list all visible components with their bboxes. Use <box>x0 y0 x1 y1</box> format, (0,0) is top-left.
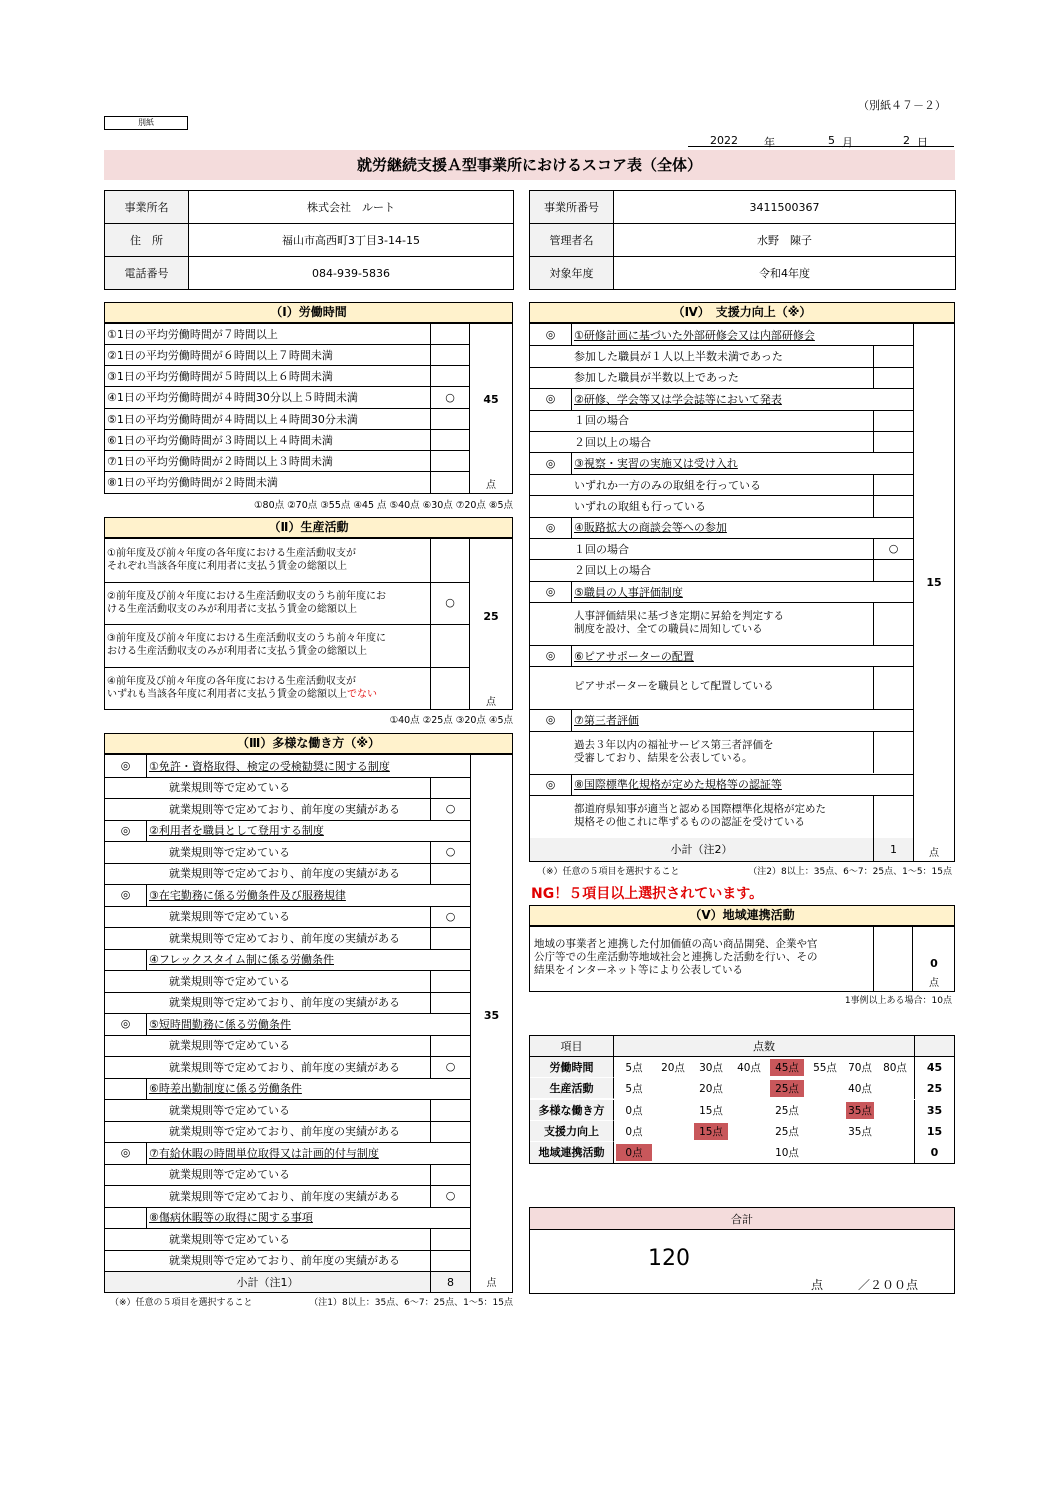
address: 福山市高西町3丁目3-14-15 <box>189 224 514 257</box>
section2-unit: 点 <box>486 696 496 708</box>
summary-cell: 40点 <box>848 1083 872 1096</box>
s1-row-label: ⑥1日の平均労働時間が３時間以上４時間未満 <box>105 430 430 451</box>
summary-cell: 35点 <box>846 1102 874 1119</box>
s3-option-label: 就業規則等で定めている <box>169 845 290 859</box>
s1-row-mark[interactable]: ○ <box>430 387 470 408</box>
summary-cell: 25点 <box>775 1125 799 1138</box>
section3-table <box>104 754 513 1293</box>
s4-sub-label: いずれの取組も行っている <box>574 499 706 513</box>
summary-cell: 80点 <box>883 1062 907 1075</box>
s3-option-label: 就業規則等で定めている <box>169 910 290 924</box>
s4-item-select[interactable]: ◎ <box>530 324 572 345</box>
s3-item-heading: ①免許・資格取得、検定の受検勧奨に関する制度 <box>149 759 390 773</box>
summary-row-total: 45 <box>914 1057 954 1078</box>
s4-sub-mark[interactable] <box>873 345 913 366</box>
s3-option-label: 就業規則等で定めており、前年度の実績がある <box>169 996 400 1010</box>
s2-row-label: ①前年度及び前々年度の各年度における生産活動収支が それぞれ当該各年度に利用者に支払う賃金の総額以上 <box>107 548 356 572</box>
summary-row-total: 25 <box>914 1078 954 1099</box>
s4-item-description: 都道府県知事が適当と認める国際標準化規格が定めた 規格その他これに準ずるものの認証を受けている <box>574 802 826 828</box>
s4-item-heading: ④販路拡大の商談会等への参加 <box>574 521 727 535</box>
s4-sub-label: 参加した職員が１人以上半数未満であった <box>574 350 783 364</box>
s4-sub-mark[interactable] <box>873 559 913 580</box>
summary-cell: 5点 <box>625 1062 643 1075</box>
section1-note: ①80点 ②70点 ③55点 ④45 点 ⑤40点 ⑥30点 ⑦20点 ⑧5点 <box>254 500 513 511</box>
s4-subtotal: 1 <box>873 838 913 861</box>
s4-sub-label: 参加した職員が半数以上であった <box>574 371 739 385</box>
s4-item-heading: ①研修計画に基づいた外部研修会又は内部研修会 <box>574 328 815 342</box>
summary-cell <box>656 1102 690 1119</box>
s1-row-label: ③1日の平均労働時間が５時間以上６時間未満 <box>105 366 430 387</box>
s3-option-mark[interactable] <box>430 777 470 799</box>
s3-option-label: 就業規則等で定めており、前年度の実績がある <box>169 1254 400 1268</box>
s4-sub-label: いずれか一方のみの取組を行っている <box>574 478 761 492</box>
s4-item-select[interactable]: ◎ <box>530 452 572 473</box>
s4-sub-mark[interactable] <box>873 431 913 452</box>
info-table-left <box>104 190 514 290</box>
s2-row-label: ③前年度及び前々年度における生産活動収支のうち前々年度に おける生産活動収支のみが利用者に支払う賃金の総額以上 <box>107 633 386 657</box>
s3-option-mark[interactable] <box>430 1121 470 1143</box>
s3-item-heading: ②利用者を職員として登用する制度 <box>149 824 324 838</box>
page-title: 就労継続支援Ａ型事業所におけるスコア表（全体） <box>104 150 955 180</box>
office-no: 3411500367 <box>614 191 956 224</box>
total-box <box>529 1207 955 1294</box>
s2-row-label: ②前年度及び前々年度における生産活動収支のうち前年度にお ける生産活動収支のみが利用者に支払う賃金の総額以上 <box>107 590 386 615</box>
summary-row-name: 支援力向上 <box>530 1121 614 1142</box>
date-month: 5 <box>828 134 835 147</box>
s3-item-heading: ⑧傷病休暇等の取得に関する事項 <box>149 1211 313 1225</box>
s3-item-select[interactable] <box>105 949 147 971</box>
s4-item-select[interactable]: ◎ <box>530 517 572 538</box>
s3-item-select[interactable]: ◎ <box>105 820 147 842</box>
section2-note: ①40点 ②25点 ③20点 ④5点 <box>389 715 513 726</box>
s4-item-heading: ⑦第三者評価 <box>574 713 639 727</box>
section2-table <box>104 538 513 710</box>
section4-score: 15 <box>926 575 942 589</box>
summary-cell <box>656 1144 690 1161</box>
s4-sub-mark[interactable]: ○ <box>873 538 913 559</box>
summary-cell <box>846 1144 874 1161</box>
summary-cell: 40点 <box>737 1062 761 1075</box>
summary-cell <box>808 1080 842 1097</box>
summary-row-name: 多様な働き方 <box>530 1100 614 1121</box>
s3-option-mark[interactable]: ○ <box>430 1056 470 1078</box>
s3-option-mark[interactable]: ○ <box>430 1185 470 1207</box>
section4-note-right: （注2）8以上：35点、6～7：25点、1～5：15点 <box>748 867 952 877</box>
section4-unit: 点 <box>929 848 939 859</box>
label-address: 住 所 <box>105 224 189 257</box>
s4-sub-label: ２回以上の場合 <box>574 564 651 578</box>
s3-option-mark[interactable] <box>430 1250 470 1272</box>
summary-cell <box>808 1144 842 1161</box>
summary-cell <box>656 1080 690 1097</box>
summary-cell <box>808 1123 842 1140</box>
summary-cell <box>732 1080 766 1097</box>
s3-option-mark[interactable] <box>430 1099 470 1121</box>
summary-row-name: 地域連携活動 <box>530 1142 614 1163</box>
date-line: 2022 年 5 月 2 日 <box>688 133 954 147</box>
section4-table <box>529 323 955 862</box>
s4-item-description: 人事評価結果に基づき定期に昇給を判定する 制度を設け、全ての職員に周知している <box>574 610 784 636</box>
label-manager: 管理者名 <box>530 224 614 257</box>
s4-sub-mark[interactable] <box>873 410 913 431</box>
summary-cell: 0点 <box>625 1125 643 1138</box>
s4-sub-label: １回の場合 <box>574 542 629 556</box>
s3-item-heading: ④フレックスタイム制に係る労働条件 <box>149 953 334 967</box>
s3-item-select[interactable] <box>105 1207 147 1229</box>
s4-sub-label: ２回以上の場合 <box>574 435 651 449</box>
warning-message: NG！５項目以上選択されています。 <box>531 886 764 902</box>
s4-item-heading: ⑥ピアサポーターの配置 <box>574 649 694 663</box>
s3-item-heading: ⑤短時間勤務に係る労働条件 <box>149 1017 291 1031</box>
s3-option-mark[interactable] <box>430 927 470 949</box>
s3-option-mark[interactable] <box>430 992 470 1014</box>
s3-item-select[interactable]: ◎ <box>105 884 147 906</box>
s3-option-label: 就業規則等で定めており、前年度の実績がある <box>169 867 400 881</box>
summary-cell <box>878 1144 912 1161</box>
section3-subtotal: 8 <box>430 1271 470 1292</box>
section4-title: （Ⅳ） 支援力向上（※） <box>529 302 955 323</box>
s3-item-select[interactable]: ◎ <box>105 1013 147 1035</box>
doc-reference: （別紙４７－２） <box>858 99 946 112</box>
summary-row-total: 35 <box>914 1100 954 1121</box>
info-table-right <box>529 190 956 290</box>
s4-item-heading: ③視察・実習の実施又は受け入れ <box>574 457 738 471</box>
form-tab-label: 別紙 <box>104 116 188 130</box>
s4-item-description: ピアサポーターを職員として配置している <box>574 680 774 693</box>
s3-option-label: 就業規則等で定めている <box>169 1232 290 1246</box>
summary-cell: 25点 <box>775 1104 799 1117</box>
s4-sub-mark[interactable] <box>873 474 913 495</box>
s4-sub-mark[interactable] <box>873 367 913 388</box>
s4-item-select[interactable]: ◎ <box>530 645 572 666</box>
s3-item-heading: ⑦有給休暇の時間単位取得又は計画的付与制度 <box>149 1146 379 1160</box>
label-office-no: 事業所番号 <box>530 191 614 224</box>
section5-unit: 点 <box>929 978 939 989</box>
section5-note: 1事例以上ある場合：10点 <box>844 996 952 1006</box>
summary-cell <box>878 1080 912 1097</box>
s1-row-label: ②1日の平均労働時間が６時間以上７時間未満 <box>105 345 430 366</box>
summary-cell: 0点 <box>616 1144 652 1161</box>
s3-item-heading: ⑥時差出勤制度に係る労働条件 <box>149 1082 302 1096</box>
summary-cell: 10点 <box>775 1146 799 1159</box>
summary-cell: 45点 <box>770 1059 804 1076</box>
summary-cell: 70点 <box>848 1062 872 1075</box>
manager: 水野 陳子 <box>614 224 956 257</box>
section5-score: 0 <box>930 956 938 970</box>
s4-sub-label: １回の場合 <box>574 414 629 428</box>
s2-row-mark[interactable]: ○ <box>445 596 455 610</box>
summary-row-total: 0 <box>914 1142 954 1163</box>
summary-row-name: 生産活動 <box>530 1078 614 1099</box>
s3-option-mark[interactable] <box>430 1164 470 1186</box>
total-label: 合計 <box>530 1208 954 1230</box>
s1-row-label: ⑤1日の平均労働時間が４時間以上４時間30分未満 <box>105 409 430 430</box>
summary-cell: 15点 <box>694 1123 728 1140</box>
section2-title: （Ⅱ）生産活動 <box>104 517 513 538</box>
s3-option-label: 就業規則等で定めている <box>169 781 290 795</box>
summary-cell <box>732 1144 766 1161</box>
section1-title: （Ⅰ）労働時間 <box>104 302 513 323</box>
s4-item-description: 過去３年以内の福祉サービス第三者評価を 受審しており、結果を公表している。 <box>574 738 774 764</box>
total-value: 120 <box>648 1246 690 1271</box>
total-max: ／２００点 <box>858 1278 919 1292</box>
summary-cell: 55点 <box>813 1062 837 1075</box>
s3-option-label: 就業規則等で定めている <box>169 974 290 988</box>
label-office-name: 事業所名 <box>105 191 189 224</box>
s3-option-mark[interactable] <box>430 863 470 885</box>
date-year: 2022 <box>710 134 738 147</box>
summary-cell: 25点 <box>770 1080 804 1097</box>
s1-row-label: ⑦1日の平均労働時間が２時間以上３時間未満 <box>105 451 430 472</box>
summary-cell <box>694 1144 728 1161</box>
label-target-year: 対象年度 <box>530 257 614 290</box>
summary-cell <box>808 1102 842 1119</box>
summary-cell: 0点 <box>625 1104 643 1117</box>
target-year: 令和4年度 <box>614 257 956 290</box>
summary-cell <box>878 1102 912 1119</box>
total-unit: 点 <box>811 1278 824 1292</box>
s4-item-heading: ⑤職員の人事評価制度 <box>574 585 683 599</box>
s3-option-mark[interactable] <box>430 970 470 992</box>
section3-title: （Ⅲ）多様な働き方（※） <box>104 733 513 754</box>
s3-item-select[interactable] <box>105 1078 147 1100</box>
s3-option-label: 就業規則等で定めており、前年度の実績がある <box>169 1189 400 1203</box>
section3-subtotal-label: 小計（注1） <box>105 1271 430 1292</box>
s3-item-heading: ③在宅勤務に係る労働条件及び服務規律 <box>149 888 346 902</box>
section1-score: 45 <box>483 392 499 406</box>
s3-option-mark[interactable]: ○ <box>430 906 470 928</box>
summary-cell <box>878 1123 912 1140</box>
s4-sub-mark[interactable] <box>873 495 913 516</box>
s3-option-label: 就業規則等で定めており、前年度の実績がある <box>169 802 400 816</box>
s2-row-label: ④前年度及び前々年度の各年度における生産活動収支が いずれも当該各年度に利用者に支払う賃金の総額以上でない <box>107 675 377 700</box>
summary-header-item: 項目 <box>530 1036 614 1057</box>
s3-option-mark[interactable]: ○ <box>430 841 470 863</box>
s4-item-heading: ⑧国際標準化規格が定めた規格等の認証等 <box>574 778 782 792</box>
label-phone: 電話番号 <box>105 257 189 290</box>
s4-item-heading: ②研修、学会等又は学会誌等において発表 <box>574 392 782 406</box>
section3-score: 35 <box>483 1008 500 1022</box>
summary-row-name: 労働時間 <box>530 1057 614 1078</box>
s3-option-label: 就業規則等で定めており、前年度の実績がある <box>169 1125 400 1139</box>
s4-item-select[interactable]: ◎ <box>530 709 572 730</box>
section1-unit: 点 <box>486 479 496 491</box>
summary-header-points: 点数 <box>614 1036 914 1057</box>
section3-unit: 点 <box>486 1278 497 1289</box>
section3-note-right: （注1）8以上：35点、6～7：25点、1～5：15点 <box>309 1298 513 1308</box>
summary-cell: 30点 <box>699 1062 723 1075</box>
s3-option-mark[interactable] <box>430 1035 470 1057</box>
section3-note-left: （※）任意の５項目を選択すること <box>110 1298 253 1308</box>
summary-cell <box>656 1123 690 1140</box>
s3-item-select[interactable]: ◎ <box>105 755 147 777</box>
summary-cell: 20点 <box>699 1083 723 1096</box>
s1-row-label: ④1日の平均労働時間が４時間30分以上５時間未満 <box>105 387 430 408</box>
section2-score: 25 <box>483 609 499 623</box>
s3-option-mark[interactable]: ○ <box>430 798 470 820</box>
s3-option-label: 就業規則等で定めている <box>169 1039 290 1053</box>
section5-description: 地域の事業者と連携した付加価値の高い商品開発、企業や官 公庁等での生産活動等地域社会と連携した活動を行い、その 結果をインターネット等により公表している <box>534 938 818 976</box>
summary-cell <box>732 1123 766 1140</box>
s3-option-label: 就業規則等で定めており、前年度の実績がある <box>169 1060 400 1074</box>
summary-cell: 35点 <box>848 1125 872 1138</box>
s4-item-select[interactable]: ◎ <box>530 388 572 409</box>
s4-item-select[interactable]: ◎ <box>530 581 572 602</box>
date-day: 2 <box>903 134 910 147</box>
summary-cell: 5点 <box>625 1083 643 1096</box>
s4-subtotal-label: 小計（注2） <box>530 838 873 861</box>
summary-table <box>529 1035 955 1164</box>
s4-item-select[interactable]: ◎ <box>530 774 572 795</box>
summary-row-total: 15 <box>914 1121 954 1142</box>
s1-row-label: ①1日の平均労働時間が７時間以上 <box>105 324 430 345</box>
section1-table <box>104 323 513 494</box>
section5-table <box>529 926 955 992</box>
summary-cell: 20点 <box>661 1062 685 1075</box>
s3-item-select[interactable]: ◎ <box>105 1142 147 1164</box>
s3-option-label: 就業規則等で定めており、前年度の実績がある <box>169 931 400 945</box>
s3-option-label: 就業規則等で定めている <box>169 1168 290 1182</box>
summary-cell <box>732 1102 766 1119</box>
not-text: でない <box>347 688 377 700</box>
s3-option-label: 就業規則等で定めている <box>169 1103 290 1117</box>
s3-option-mark[interactable] <box>430 1228 470 1250</box>
summary-cell: 15点 <box>699 1104 723 1117</box>
section5-title: （Ⅴ）地域連携活動 <box>529 905 955 926</box>
phone: 084-939-5836 <box>189 257 514 290</box>
s1-row-label: ⑧1日の平均労働時間が２時間未満 <box>107 476 278 490</box>
office-name: 株式会社 ルート <box>189 191 514 224</box>
section4-note-left: （※）任意の５項目を選択すること <box>537 867 680 877</box>
